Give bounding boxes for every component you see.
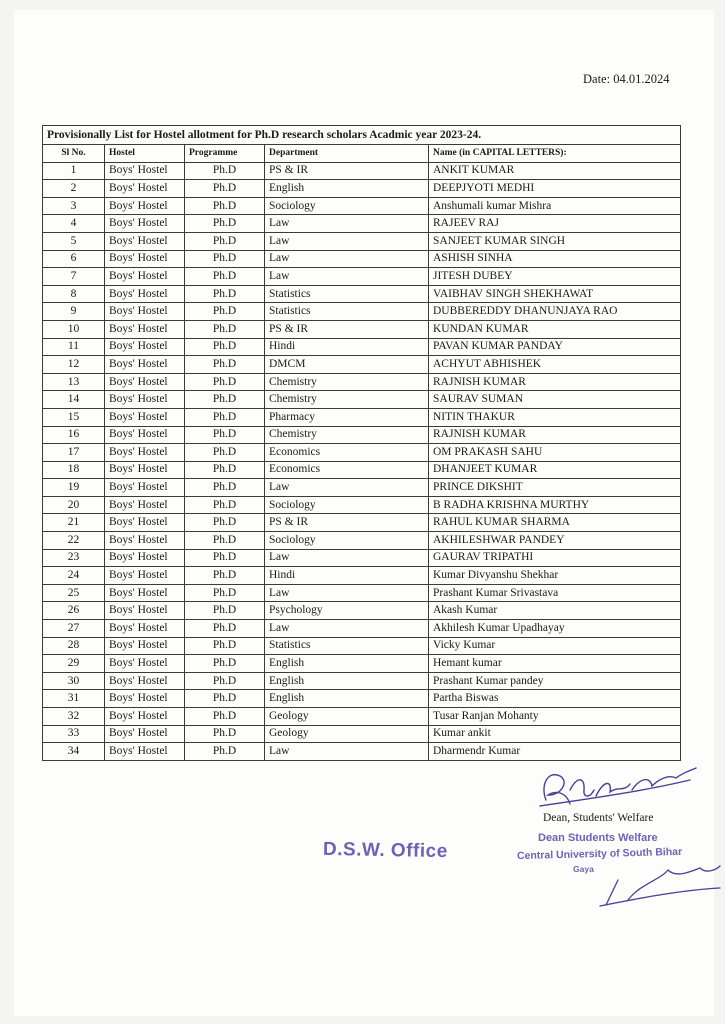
table-row	[43, 479, 681, 497]
table-row	[43, 584, 681, 602]
cell-name: ANKIT KUMAR	[429, 162, 681, 180]
cell-hostel: Boys' Hostel	[105, 250, 185, 268]
cell-programme: Ph.D	[185, 567, 265, 585]
cell-department: Law	[265, 549, 429, 567]
header-department: Department	[265, 145, 429, 163]
cell-hostel: Boys' Hostel	[105, 672, 185, 690]
cell-programme: Ph.D	[185, 444, 265, 462]
cell-sl-no: 6	[43, 250, 105, 268]
cell-programme: Ph.D	[185, 655, 265, 673]
table-row	[43, 268, 681, 286]
cell-department: Pharmacy	[265, 408, 429, 426]
cell-hostel: Boys' Hostel	[105, 215, 185, 233]
dsw-office-stamp: D.S.W. Office	[322, 838, 448, 863]
cell-name: Partha Biswas	[429, 690, 681, 708]
table-row	[43, 461, 681, 479]
cell-name: PRINCE DIKSHIT	[429, 479, 681, 497]
cell-sl-no: 5	[43, 232, 105, 250]
cell-sl-no: 34	[43, 743, 105, 761]
cell-name: RAHUL KUMAR SHARMA	[429, 514, 681, 532]
cell-hostel: Boys' Hostel	[105, 180, 185, 198]
cell-name: OM PRAKASH SAHU	[429, 444, 681, 462]
cell-programme: Ph.D	[185, 532, 265, 550]
cell-hostel: Boys' Hostel	[105, 444, 185, 462]
header-hostel: Hostel	[105, 145, 185, 163]
cell-programme: Ph.D	[185, 620, 265, 638]
cell-hostel: Boys' Hostel	[105, 426, 185, 444]
hostel-allotment-table-wrapper	[42, 125, 680, 761]
table-row	[43, 620, 681, 638]
table-row	[43, 285, 681, 303]
cell-name: AKHILESHWAR PANDEY	[429, 532, 681, 550]
table-row	[43, 655, 681, 673]
cell-hostel: Boys' Hostel	[105, 479, 185, 497]
cell-programme: Ph.D	[185, 180, 265, 198]
cell-hostel: Boys' Hostel	[105, 567, 185, 585]
cell-programme: Ph.D	[185, 268, 265, 286]
cell-sl-no: 15	[43, 408, 105, 426]
cell-department: Statistics	[265, 303, 429, 321]
cell-name: PAVAN KUMAR PANDAY	[429, 338, 681, 356]
cell-department: Hindi	[265, 338, 429, 356]
cell-hostel: Boys' Hostel	[105, 655, 185, 673]
cell-hostel: Boys' Hostel	[105, 690, 185, 708]
cell-name: Vicky Kumar	[429, 637, 681, 655]
table-row	[43, 162, 681, 180]
cell-hostel: Boys' Hostel	[105, 320, 185, 338]
cell-sl-no: 11	[43, 338, 105, 356]
cell-sl-no: 18	[43, 461, 105, 479]
cell-sl-no: 33	[43, 725, 105, 743]
cell-hostel: Boys' Hostel	[105, 708, 185, 726]
cell-programme: Ph.D	[185, 303, 265, 321]
table-row	[43, 408, 681, 426]
table-row	[43, 602, 681, 620]
cell-department: PS & IR	[265, 320, 429, 338]
cell-programme: Ph.D	[185, 708, 265, 726]
cell-sl-no: 31	[43, 690, 105, 708]
cell-sl-no: 24	[43, 567, 105, 585]
cell-hostel: Boys' Hostel	[105, 602, 185, 620]
cell-programme: Ph.D	[185, 320, 265, 338]
cell-name: Akhilesh Kumar Upadhayay	[429, 620, 681, 638]
cell-name: RAJEEV RAJ	[429, 215, 681, 233]
cell-programme: Ph.D	[185, 232, 265, 250]
table-row	[43, 391, 681, 409]
cell-name: Dharmendr Kumar	[429, 743, 681, 761]
table-row	[43, 532, 681, 550]
cell-department: Sociology	[265, 197, 429, 215]
cell-department: Economics	[265, 461, 429, 479]
cell-hostel: Boys' Hostel	[105, 197, 185, 215]
dean-stamp-line3: Gaya	[573, 864, 594, 874]
cell-department: Law	[265, 620, 429, 638]
cell-programme: Ph.D	[185, 426, 265, 444]
cell-sl-no: 3	[43, 197, 105, 215]
cell-hostel: Boys' Hostel	[105, 549, 185, 567]
table-row	[43, 725, 681, 743]
cell-sl-no: 9	[43, 303, 105, 321]
cell-sl-no: 28	[43, 637, 105, 655]
cell-department: Sociology	[265, 532, 429, 550]
cell-programme: Ph.D	[185, 637, 265, 655]
cell-hostel: Boys' Hostel	[105, 514, 185, 532]
cell-programme: Ph.D	[185, 496, 265, 514]
cell-department: Law	[265, 584, 429, 602]
cell-department: Hindi	[265, 567, 429, 585]
cell-department: English	[265, 180, 429, 198]
cell-name: NITIN THAKUR	[429, 408, 681, 426]
dean-stamp-line2: Central University of South Bihar	[516, 845, 683, 863]
cell-name: ASHISH SINHA	[429, 250, 681, 268]
cell-sl-no: 14	[43, 391, 105, 409]
cell-department: Chemistry	[265, 373, 429, 391]
cell-hostel: Boys' Hostel	[105, 356, 185, 374]
table-row	[43, 514, 681, 532]
cell-name: VAIBHAV SINGH SHEKHAWAT	[429, 285, 681, 303]
cell-hostel: Boys' Hostel	[105, 268, 185, 286]
cell-programme: Ph.D	[185, 250, 265, 268]
cell-programme: Ph.D	[185, 391, 265, 409]
cell-sl-no: 26	[43, 602, 105, 620]
cell-programme: Ph.D	[185, 162, 265, 180]
cell-sl-no: 1	[43, 162, 105, 180]
cell-programme: Ph.D	[185, 725, 265, 743]
table-row	[43, 250, 681, 268]
cell-programme: Ph.D	[185, 743, 265, 761]
cell-department: Law	[265, 479, 429, 497]
cell-department: English	[265, 672, 429, 690]
cell-sl-no: 12	[43, 356, 105, 374]
table-row	[43, 232, 681, 250]
cell-department: PS & IR	[265, 514, 429, 532]
table-row	[43, 672, 681, 690]
cell-sl-no: 2	[43, 180, 105, 198]
cell-name: DUBBEREDDY DHANUNJAYA RAO	[429, 303, 681, 321]
header-programme: Programme	[185, 145, 265, 163]
cell-name: Kumar Divyanshu Shekhar	[429, 567, 681, 585]
cell-programme: Ph.D	[185, 479, 265, 497]
cell-hostel: Boys' Hostel	[105, 232, 185, 250]
cell-sl-no: 19	[43, 479, 105, 497]
cell-name: SAURAV SUMAN	[429, 391, 681, 409]
table-row	[43, 690, 681, 708]
cell-programme: Ph.D	[185, 602, 265, 620]
cell-hostel: Boys' Hostel	[105, 637, 185, 655]
cell-hostel: Boys' Hostel	[105, 496, 185, 514]
cell-department: Statistics	[265, 637, 429, 655]
table-title: Provisionally List for Hostel allotment for Ph.D research scholars Acadmic year 2023-24.	[43, 126, 681, 145]
table-row	[43, 708, 681, 726]
cell-hostel: Boys' Hostel	[105, 620, 185, 638]
cell-sl-no: 32	[43, 708, 105, 726]
cell-name: SANJEET KUMAR SINGH	[429, 232, 681, 250]
table-row	[43, 320, 681, 338]
table-header-row	[43, 145, 681, 163]
cell-department: DMCM	[265, 356, 429, 374]
cell-name: Tusar Ranjan Mohanty	[429, 708, 681, 726]
cell-programme: Ph.D	[185, 690, 265, 708]
cell-sl-no: 8	[43, 285, 105, 303]
cell-hostel: Boys' Hostel	[105, 461, 185, 479]
cell-name: Anshumali kumar Mishra	[429, 197, 681, 215]
cell-hostel: Boys' Hostel	[105, 303, 185, 321]
cell-name: DEEPJYOTI MEDHI	[429, 180, 681, 198]
cell-department: Psychology	[265, 602, 429, 620]
cell-programme: Ph.D	[185, 408, 265, 426]
cell-name: Prashant Kumar pandey	[429, 672, 681, 690]
cell-hostel: Boys' Hostel	[105, 285, 185, 303]
cell-sl-no: 10	[43, 320, 105, 338]
hostel-allotment-table	[42, 125, 681, 761]
header-name: Name (in CAPITAL LETTERS):	[429, 145, 681, 163]
cell-name: Prashant Kumar Srivastava	[429, 584, 681, 602]
cell-sl-no: 23	[43, 549, 105, 567]
cell-name: B RADHA KRISHNA MURTHY	[429, 496, 681, 514]
dean-stamp-line1: Dean Students Welfare	[538, 832, 658, 844]
table-row	[43, 197, 681, 215]
cell-hostel: Boys' Hostel	[105, 373, 185, 391]
cell-sl-no: 25	[43, 584, 105, 602]
cell-department: Sociology	[265, 496, 429, 514]
cell-department: Statistics	[265, 285, 429, 303]
cell-hostel: Boys' Hostel	[105, 391, 185, 409]
cell-programme: Ph.D	[185, 514, 265, 532]
cell-hostel: Boys' Hostel	[105, 584, 185, 602]
cell-hostel: Boys' Hostel	[105, 162, 185, 180]
cell-sl-no: 7	[43, 268, 105, 286]
cell-sl-no: 22	[43, 532, 105, 550]
cell-department: Law	[265, 743, 429, 761]
cell-programme: Ph.D	[185, 373, 265, 391]
dean-designation: Dean, Students' Welfare	[543, 812, 654, 824]
cell-sl-no: 16	[43, 426, 105, 444]
cell-sl-no: 27	[43, 620, 105, 638]
table-row	[43, 373, 681, 391]
cell-programme: Ph.D	[185, 584, 265, 602]
cell-programme: Ph.D	[185, 285, 265, 303]
cell-hostel: Boys' Hostel	[105, 532, 185, 550]
cell-sl-no: 30	[43, 672, 105, 690]
cell-name: JITESH DUBEY	[429, 268, 681, 286]
cell-department: Law	[265, 250, 429, 268]
table-row	[43, 303, 681, 321]
cell-programme: Ph.D	[185, 461, 265, 479]
table-row	[43, 444, 681, 462]
cell-name: GAURAV TRIPATHI	[429, 549, 681, 567]
cell-name: RAJNISH KUMAR	[429, 426, 681, 444]
document-date: Date: 04.01.2024	[583, 72, 670, 86]
table-row	[43, 743, 681, 761]
cell-sl-no: 17	[43, 444, 105, 462]
cell-department: Law	[265, 268, 429, 286]
cell-programme: Ph.D	[185, 356, 265, 374]
cell-department: Law	[265, 215, 429, 233]
table-row	[43, 215, 681, 233]
table-row	[43, 496, 681, 514]
cell-name: Kumar ankit	[429, 725, 681, 743]
cell-department: Economics	[265, 444, 429, 462]
cell-name: KUNDAN KUMAR	[429, 320, 681, 338]
cell-department: Geology	[265, 725, 429, 743]
cell-sl-no: 4	[43, 215, 105, 233]
cell-department: Law	[265, 232, 429, 250]
cell-programme: Ph.D	[185, 215, 265, 233]
table-body	[43, 162, 681, 760]
cell-name: DHANJEET KUMAR	[429, 461, 681, 479]
cell-sl-no: 13	[43, 373, 105, 391]
cell-department: Geology	[265, 708, 429, 726]
cell-department: Chemistry	[265, 391, 429, 409]
cell-hostel: Boys' Hostel	[105, 338, 185, 356]
cell-department: English	[265, 655, 429, 673]
cell-name: Hemant kumar	[429, 655, 681, 673]
cell-name: Akash Kumar	[429, 602, 681, 620]
table-row	[43, 637, 681, 655]
table-row	[43, 356, 681, 374]
cell-name: ACHYUT ABHISHEK	[429, 356, 681, 374]
cell-sl-no: 20	[43, 496, 105, 514]
table-row	[43, 567, 681, 585]
cell-hostel: Boys' Hostel	[105, 408, 185, 426]
cell-sl-no: 29	[43, 655, 105, 673]
table-row	[43, 549, 681, 567]
table-row	[43, 426, 681, 444]
cell-hostel: Boys' Hostel	[105, 725, 185, 743]
cell-department: Chemistry	[265, 426, 429, 444]
cell-programme: Ph.D	[185, 549, 265, 567]
header-sl-no: Sl No.	[43, 145, 105, 163]
cell-programme: Ph.D	[185, 338, 265, 356]
cell-department: PS & IR	[265, 162, 429, 180]
cell-hostel: Boys' Hostel	[105, 743, 185, 761]
cell-sl-no: 21	[43, 514, 105, 532]
table-row	[43, 338, 681, 356]
cell-programme: Ph.D	[185, 672, 265, 690]
table-row	[43, 180, 681, 198]
cell-name: RAJNISH KUMAR	[429, 373, 681, 391]
cell-department: English	[265, 690, 429, 708]
cell-programme: Ph.D	[185, 197, 265, 215]
